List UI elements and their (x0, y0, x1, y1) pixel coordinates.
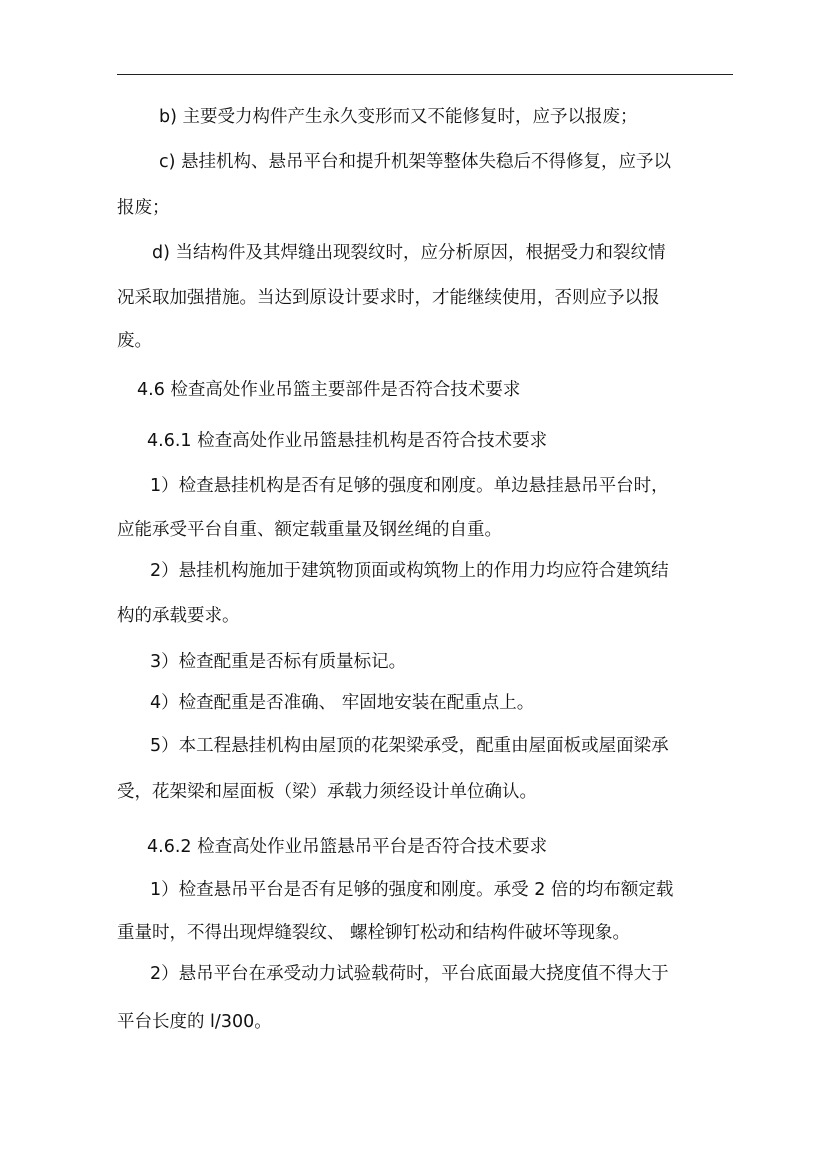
item-462-2-line1: 2）悬吊平台在承受动力试验载荷时，平台底面最大挠度值不得大于 (150, 964, 669, 984)
section-heading-4-6-2: 4.6.2 检查高处作业吊篮悬吊平台是否符合技术要求 (147, 837, 548, 857)
item-c-line2: 报废； (117, 198, 170, 218)
item-462-1-line1: 1）检查悬吊平台是否有足够的强度和刚度。承受 2 倍的均布额定载 (150, 880, 674, 900)
item-461-2-line1: 2）悬挂机构施加于建筑物顶面或构筑物上的作用力均应符合建筑结 (150, 561, 669, 581)
item-461-5-line1: 5）本工程悬挂机构由屋顶的花架梁承受，配重由屋面板或屋面梁承 (150, 736, 669, 756)
item-c-line1: c) 悬挂机构、悬吊平台和提升机架等整体失稳后不得修复，应予以 (159, 152, 672, 172)
item-462-1-line2: 重量时，不得出现焊缝裂纹、 螺栓铆钉松动和结构件破坏等现象。 (117, 923, 631, 943)
item-b: b) 主要受力构件产生永久变形而又不能修复时，应予以报废； (159, 107, 638, 127)
item-462-2-line2: 平台长度的 l/300。 (117, 1012, 272, 1032)
item-461-5-line2: 受，花架梁和屋面板（梁）承载力须经设计单位确认。 (117, 782, 537, 802)
item-461-2-line2: 构的承载要求。 (117, 606, 240, 626)
item-d-line2: 况采取加强措施。当达到原设计要求时，才能继续使用，否则应予以报 (117, 288, 660, 308)
item-d-line1: d) 当结构件及其焊缝出现裂纹时，应分析原因，根据受力和裂纹情 (152, 243, 666, 263)
item-d-line3: 废。 (117, 331, 152, 351)
section-heading-4-6-1: 4.6.1 检查高处作业吊篮悬挂机构是否符合技术要求 (147, 431, 548, 451)
header-rule (117, 74, 733, 75)
section-heading-4-6: 4.6 检查高处作业吊篮主要部件是否符合技术要求 (137, 380, 521, 400)
item-461-4: 4）检查配重是否准确、 牢固地安装在配重点上。 (150, 693, 535, 713)
item-461-1-line2: 应能承受平台自重、额定载重量及钢丝绳的自重。 (117, 520, 502, 540)
item-461-1-line1: 1）检查悬挂机构是否有足够的强度和刚度。单边悬挂悬吊平台时， (150, 476, 669, 496)
item-461-3: 3）检查配重是否标有质量标记。 (150, 652, 407, 672)
